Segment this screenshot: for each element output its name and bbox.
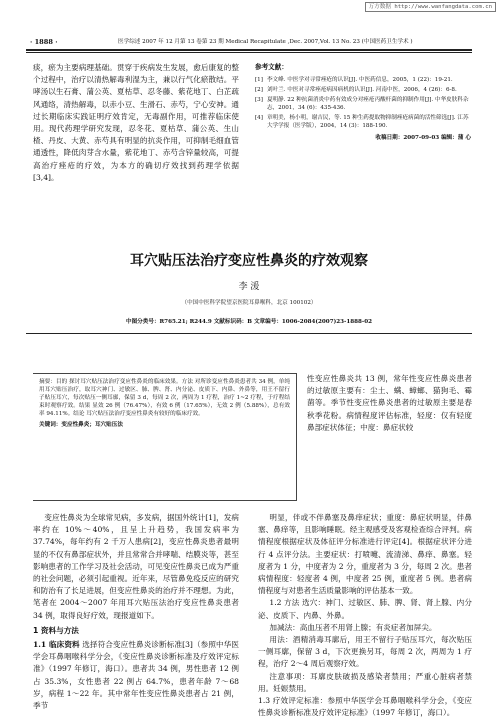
paragraph: 1.3 疗效评定标准：参照中华医学会耳鼻咽喉科学分会，《变应性鼻炎诊断标准及疗效评定标准》（1997 年修订，海口）。 [258, 696, 472, 718]
paragraph: 性变应性鼻炎共 13 例，常年性变应性鼻炎患者的过敏原主要有：尘土、螨、蟑螂、猫狗毛、霉菌等。季节性变应性鼻炎患者的过敏原主要是春秋季花粉。病情程度评估标准，轻度：仅有轻度鼻部症状体征；中度：鼻症状较 [307, 374, 472, 432]
title-rule [26, 333, 472, 334]
reference-item [255, 76, 471, 84]
keywords: 关键词：变应性鼻炎；耳穴贴压法 [39, 422, 123, 428]
article-affiliation: （中国中医科学院望京医院耳鼻喉科，北京 100102） [181, 300, 317, 306]
abstract-box [33, 373, 297, 501]
running-header: 医学综述 2007 年 12 月第 13 卷第 23 期 Medical Recapitulate ,Dec. 2007,Vol. 13 No. 23 (中国医药卫生学术 ) [118, 39, 413, 45]
reference-number: [4] [255, 114, 263, 121]
reference-number: [2] [255, 86, 263, 93]
paragraph: 1.2 方法 选穴：神门、过敏区、肺、脾、肾、肾上腺、内分泌、皮质下、内鼻、外鼻。 [258, 598, 472, 620]
section-heading: 1 资料与方法 [33, 625, 79, 635]
previous-article-text [33, 62, 239, 184]
paragraph: 注意事项：耳廓皮肤破损及感染者禁用；严重心脏病者禁用。妊娠禁用。 [258, 671, 472, 693]
header-rule-thin [26, 52, 472, 53]
article-title: 耳穴贴压法治疗变应性鼻炎的疗效观察 [130, 253, 368, 269]
paragraph: 痰，瘀为主要病理基础。贯穿于疾病发生发展，愈后康复的整个过程中，治疗以清热解毒利湿为主，兼以行气化瘀散结。平哮汤以生石膏、蒲公英、夏枯草、忍冬藤、紫花地丁、白芷疏风通络，清热解毒，以赤小豆、生滑石、赤芍，宁心安神。通过长期临床实践证明疗效肯定，无毒副作用，可推荐临床使用。现代药理学研究发现，忍冬花、夏枯草、蒲公英、生山楂、丹皮、大黄、赤芍具有明显的抗炎作用，可抑制毛细血管通透性，降低肉芽含水量，紫花地丁、赤芍含锌量较高，可提高治疗痤疮的疗效，为本方的确切疗效找到药理学依据[3,4]。 [33, 63, 239, 182]
references-title: 参考文献： [255, 63, 288, 71]
reference-text: 李文峰. 中医学对寻常痤疮的认识[J]. 中医药信息，2005，1 (22)：19-21. [266, 76, 453, 83]
article-author: 李 湲 [238, 282, 260, 292]
right-body [258, 512, 472, 719]
page-number: · 1888 · [30, 38, 58, 46]
reference-number: [1] [255, 76, 263, 83]
abstract-text: 摘要：目的 探讨耳穴贴压法治疗变应性鼻炎的临床效果。方法 对所诊变应性鼻炎患者共 34 例，单纯用耳穴贴压治疗，取耳穴神门、过敏区、肺、脾、肾、内分泌、皮质下、内鼻、外鼻等，用王不留行子贴压耳穴，每次贴压一侧耳廓，保留 3 d，每周 2 次，两周为 1 疗程，治疗 1~2 疗程，于疗程结束时观察疗效。结果 显效 26 例（76.47%），有效 6 例（17.65%），无效 2 例（5.88%），总有效率 94.11%。结论 耳穴贴压法治疗变应性鼻炎有较好的临床疗效。 [39, 379, 290, 417]
paragraph: 明显，伴或不伴鼻塞及鼻痒症状；重度：鼻症状明显，伴鼻塞、鼻痒等，且影响睡眠。经主观感受及客观检查综合评判。病情程度根据症状及体征评分标准进行评定[4]。根据症状评分进行 4 点评分法。主要症状：打喷嚏、流清涕、鼻痒、鼻塞。轻度者为 1 分，中度者为 2 分，重度者为 3 分，每周 2 次。患者病情程度：轻度者 4 例，中度者 25 例，重度者 5 例。患者病情程度与对患者生活质量影响的评估基本一致。 [258, 513, 472, 596]
reference-text: 刘叶兰. 中医对寻常痤疮病因病机的认识[J]. 河南中医，2006，4 (26)：6-8. [266, 86, 457, 93]
paragraph: 加减法：高血压者不用肾上腺；有炎症者加屏尖。 [269, 622, 437, 632]
left-body [33, 512, 239, 712]
subsection-text: 选择符合变应性鼻炎诊断标准[3]（参照中华医学会耳鼻咽喉科学分会，《变应性鼻炎诊断标准及疗效评定标准》（1997 年修订，海口）。患者共 34 例，男性患者 12 例占 35.3%，女性患者 22 例占 64.7%，患者年龄 7～68 岁，病程 1～22 年。其中常年性变应性鼻炎患者占 21 例，季节 [33, 640, 239, 711]
subsection [33, 639, 239, 712]
header-rule [26, 49, 472, 51]
watermark-stamp: 万方数据 http://www.wanfangdata.com.cn [365, 2, 496, 12]
right-intro-text [307, 373, 472, 434]
reference-item [255, 114, 471, 130]
subsection-heading: 1.1 临床资料 [33, 640, 80, 650]
reference-number: [3] [255, 96, 263, 103]
reference-text: 夏明静. 22 种抗菌消炎中药有效成分对痤疮丙酸杆菌的抑制作用[J]. 中华皮肤科杂志，2001，34 (6)：435-436. [266, 96, 469, 111]
references [255, 62, 471, 142]
classification-line: 中图分类号：R765.21; R244.9 文献标识码：B 文章编号：1006-2084(2007)23-1888-02 [125, 319, 373, 325]
reference-text: 章明美，杨小明，谢吉民，等. 15 种生药提取物抑制痤疮病菌的活性筛选[J]. 江苏大学学报（医学版），2004，14 (3)：188-190. [266, 114, 469, 129]
received-date: 收稿日期：2007-09-03 编辑：蒲 心 [375, 134, 471, 141]
paragraph: 用法：酒精消毒耳廓后，用王不留行子贴压耳穴，每次贴压一侧耳廓，保留 3 d，下次更换另耳，每周 2 次，两周为 1 疗程，治疗 2～4 周后观察疗效。 [258, 635, 472, 669]
reference-item [255, 96, 471, 112]
paragraph: 变应性鼻炎为全球常见病，多发病，据国外统计[1]，发病率约在 10%～40%，且呈上升趋势，我国发病率为 37.74%，每年约有 2 千万人患病[2]，变应性鼻炎患者最明显的不仅有鼻部症状外，并且常常合并哮喘、结膜炎等，甚至影响患者的工作学习及社会活动，可见变应性鼻炎已成为严重的社会问题，必须引起重视。近年来，尽管鼻免疫反应的研究和防治有了长足进展，但变应性鼻炎的治疗并不理想。为此，笔者在 2004～2007 年用耳穴贴压法治疗变应性鼻炎患者 34 例，取得良好疗效，现报道如下。 [33, 513, 239, 620]
reference-item [255, 86, 471, 94]
